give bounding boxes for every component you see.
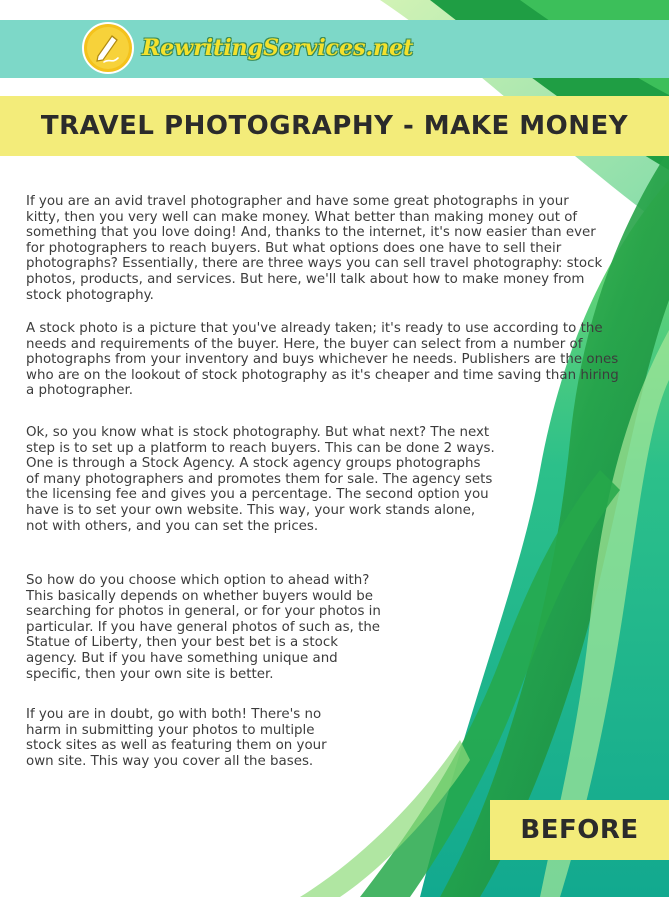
- paragraph-intro: If you are an avid travel photographer and have some great photographs in your kitty, then you very well can make money. What better than making money out of something that you love doing! And, thanks to the internet, it's now easier than ever for photographers to reach buyers. But what options does one have to sell their photographs? Essentially, there are three ways you can sell travel photography: stock photos, products, and services. But here, we'll talk about how to make money from stock photography.: [26, 194, 603, 303]
- page-title: TRAVEL PHOTOGRAPHY - MAKE MONEY: [40, 111, 629, 141]
- paragraph-conclusion: If you are in doubt, go with both! There's no harm in submitting your photos to multiple stock sites as well as featuring them on your own site. This way you cover all the bases.: [26, 707, 327, 769]
- paragraph-platform: Ok, so you know what is stock photography. But what next? The next step is to set up a platform to reach buyers. This can be done 2 ways. One is through a Stock Agency. A stock agency groups photographs of many photographers and promotes them for sale. The agency sets the licensing fee and gives you a percentage. The second option you have is to set your own website. This way, your work stands alone, not with others, and you can set the prices.: [26, 425, 495, 534]
- site-logo[interactable]: [82, 22, 413, 74]
- paragraph-stock-photo: A stock photo is a picture that you've already taken; it's ready to use according to the needs and requirements of the buyer. Here, the buyer can select from a number of photographs from your inventory and buys whichever he needs. Publishers are the ones who are on the lookout of stock photography as it's cheaper and time saving than hiring a photographer.: [26, 321, 619, 399]
- before-label: BEFORE: [520, 815, 639, 845]
- logo-text: RewritingServices.net: [142, 35, 414, 61]
- before-badge: [490, 800, 669, 860]
- title-band: [0, 96, 669, 156]
- pencil-badge-icon: [82, 22, 134, 74]
- paragraph-choose-option: So how do you choose which option to ahead with? This basically depends on whether buyers would be searching for photos in general, or for your photos in particular. If you have general photos of such as, the Statue of Liberty, then your best bet is a stock agency. But if you have something unique and specific, then your own site is better.: [26, 573, 381, 682]
